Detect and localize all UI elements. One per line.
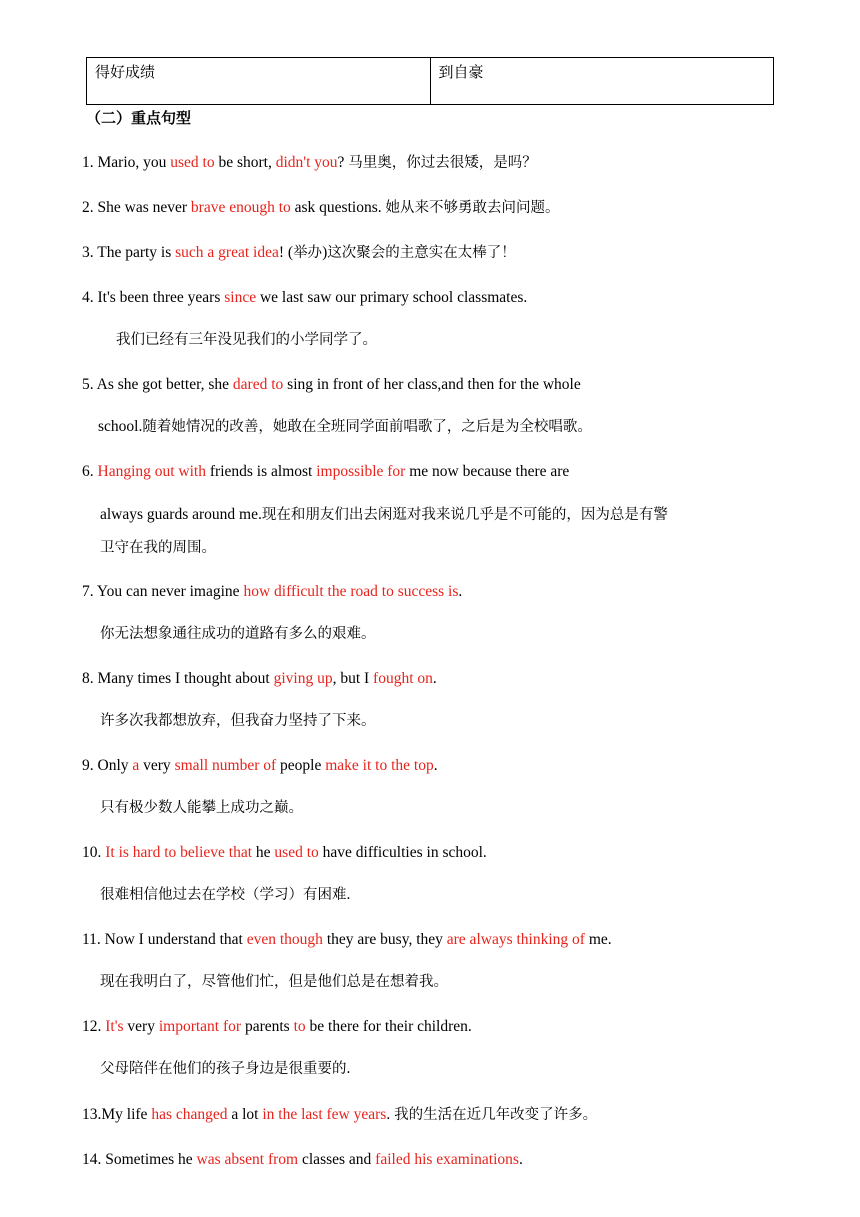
highlight: since [224, 289, 257, 306]
text: . [432, 670, 437, 687]
text: me. [584, 931, 612, 948]
text: , but I [332, 670, 374, 687]
text: . [458, 583, 463, 600]
translation: 这次聚会的主意实在太棒了！ [327, 245, 516, 261]
text: me now because there are [405, 463, 570, 480]
text: always guards around me. [100, 506, 262, 523]
sentence-9-translation: 只有极少数人能攀上成功之巅。 [100, 800, 303, 816]
vocab-table [86, 57, 774, 105]
text: 14. Sometimes he [82, 1151, 197, 1168]
highlight: make it to the top [325, 757, 434, 774]
highlight: impossible for [316, 463, 406, 480]
text: school. [98, 418, 143, 435]
text: . [386, 1106, 395, 1123]
highlight: giving up [273, 670, 333, 687]
translation: 她从来不够勇敢去问问题。 [385, 200, 560, 216]
text: classes and [298, 1151, 376, 1168]
text: friends is almost [206, 463, 317, 480]
translation: 我的生活在近几年改变了许多。 [394, 1107, 598, 1123]
text: be short, [214, 154, 276, 171]
text: ! ( [278, 244, 294, 261]
sentence-13 [82, 1104, 597, 1126]
text: . [346, 1060, 351, 1077]
text: 9. Only [82, 757, 133, 774]
sentence-1 [82, 152, 537, 174]
sentence-12-translation [100, 1058, 350, 1080]
highlight: It's [105, 1018, 124, 1035]
text: 1. Mario, you [82, 154, 171, 171]
translation: 随着她情况的改善，她敢在全班同学面前唱歌了，之后是为全校唱歌。 [142, 419, 592, 435]
text: 5. As she got better, she [82, 376, 233, 393]
sentence-10 [82, 842, 487, 864]
text: 10. [82, 844, 106, 861]
highlight: dared to [232, 376, 284, 393]
sentence-14 [82, 1149, 523, 1171]
sentence-3 [82, 242, 516, 264]
translation: 父母陪伴在他们的孩子身边是很重要的 [100, 1061, 347, 1077]
highlight: in the last few years [262, 1106, 387, 1123]
translation: 举办 [293, 245, 323, 261]
text: 13.My life [82, 1106, 152, 1123]
translation: 马里奥，你过去很矮，是吗？ [348, 155, 537, 171]
text: a lot [227, 1106, 263, 1123]
text: ask questions. [290, 199, 386, 216]
highlight: important for [158, 1018, 242, 1035]
highlight: It is hard to believe that [105, 844, 253, 861]
sentence-5 [82, 374, 581, 396]
text: ) [322, 244, 328, 261]
text: 4. It's been three years [82, 289, 225, 306]
text: very [139, 757, 175, 774]
text: people [276, 757, 326, 774]
highlight: a [132, 757, 140, 774]
text: . [518, 1151, 523, 1168]
highlight: to [293, 1018, 306, 1035]
section-title: （二）重点句型 [86, 109, 192, 127]
highlight: even though [246, 931, 323, 948]
sentence-12 [82, 1016, 472, 1038]
sentence-6 [82, 461, 569, 483]
highlight: failed his examinations [375, 1151, 519, 1168]
text: very [123, 1018, 159, 1035]
translation: 很难相信他过去在学校（学习）有困难 [100, 887, 347, 903]
highlight: Hanging out with [97, 463, 206, 480]
sentence-10-translation [100, 884, 350, 906]
text: . [346, 886, 351, 903]
sentence-9 [82, 755, 438, 777]
text: 7. You can never imagine [82, 583, 244, 600]
text: parents [241, 1018, 294, 1035]
sentence-7 [82, 581, 462, 603]
highlight: was absent from [196, 1151, 299, 1168]
sentence-8 [82, 668, 437, 690]
text: ? [337, 154, 349, 171]
highlight: used to [170, 154, 215, 171]
sentence-5-line-2 [98, 416, 592, 438]
translation: 现在和朋友们出去闲逛对我来说几乎是不可能的，因为总是有警 [261, 507, 668, 523]
highlight: are always thinking of [446, 931, 585, 948]
text: 8. Many times I thought about [82, 670, 274, 687]
highlight: brave enough to [190, 199, 291, 216]
table-cell-right: 到自豪 [430, 58, 774, 105]
text: we last saw our primary school classmates. [256, 289, 528, 306]
text: 2. She was never [82, 199, 191, 216]
sentence-4-translation: 我们已经有三年没见我们的小学同学了。 [116, 332, 377, 348]
text: they are busy, they [322, 931, 447, 948]
text: 11. Now I understand that [82, 931, 247, 948]
sentence-6-line-3: 卫守在我的周围。 [100, 540, 216, 556]
text: be there for their children. [305, 1018, 472, 1035]
sentence-2 [82, 197, 559, 219]
text: 3. The party is [82, 244, 176, 261]
highlight: such a great idea [175, 244, 279, 261]
text: sing in front of her class,and then for the whole [283, 376, 581, 393]
highlight: used to [274, 844, 319, 861]
sentence-8-translation: 许多次我都想放弃，但我奋力坚持了下来。 [100, 713, 376, 729]
highlight: how difficult the road to success is [243, 583, 459, 600]
sentence-11 [82, 929, 612, 951]
table-cell-left: 得好成绩 [87, 58, 431, 105]
text: have difficulties in school. [318, 844, 487, 861]
highlight: fought on [373, 670, 433, 687]
sentence-11-translation: 现在我明白了，尽管他们忙，但是他们总是在想着我。 [100, 974, 448, 990]
highlight: didn't you [275, 154, 338, 171]
highlight: small number of [174, 757, 277, 774]
sentence-4 [82, 287, 527, 309]
text: . [433, 757, 438, 774]
sentence-7-translation: 你无法想象通往成功的道路有多么的艰难。 [100, 626, 376, 642]
table-row [87, 58, 774, 105]
text: 6. [82, 463, 98, 480]
sentence-6-line-2 [100, 504, 668, 526]
highlight: has changed [151, 1106, 228, 1123]
text: he [252, 844, 275, 861]
text: 12. [82, 1018, 106, 1035]
